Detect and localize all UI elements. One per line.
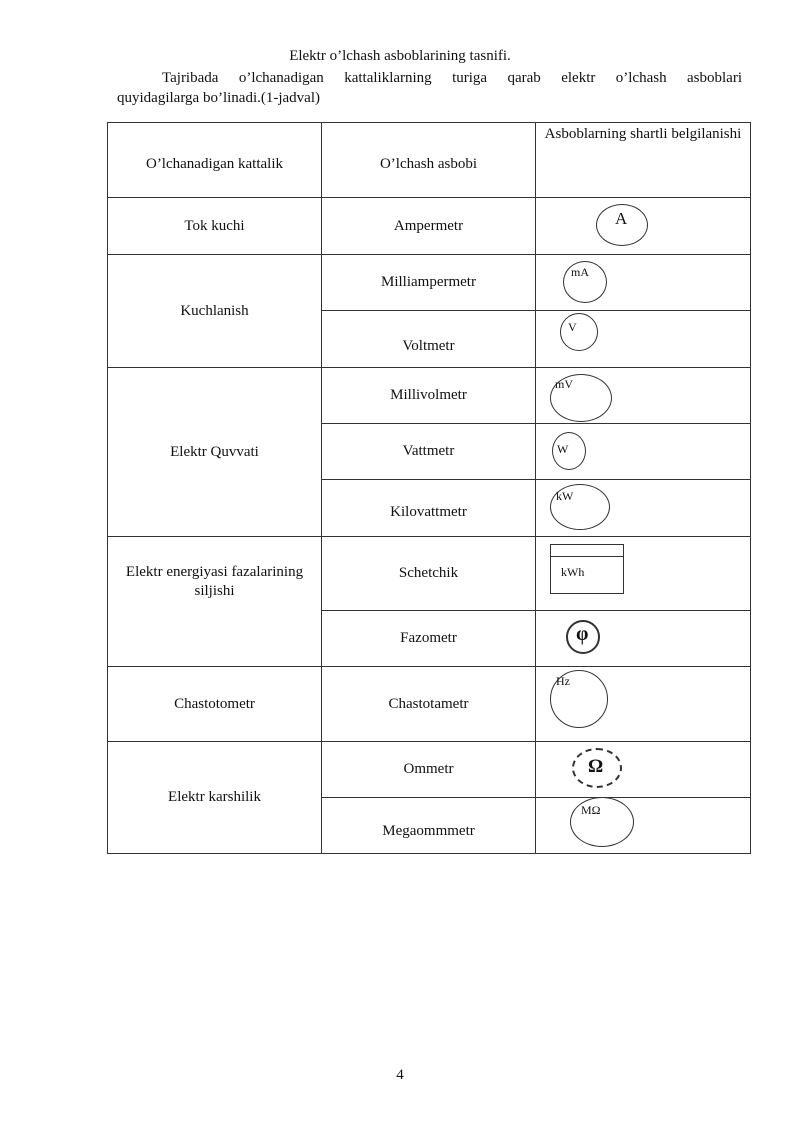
ohmmeter-symbol-icon <box>572 748 622 788</box>
quantity-cell: Elektr energiyasi fazalarining siljishi <box>108 537 322 667</box>
table-row <box>108 742 751 798</box>
quantity-cell: Kuchlanish <box>108 255 322 368</box>
instrument-cell: Schetchik <box>322 537 536 611</box>
instrument-cell: Ommetr <box>322 742 536 798</box>
millivoltmeter-symbol-icon <box>550 374 612 422</box>
symbol-cell <box>536 424 751 480</box>
table-row <box>108 537 751 611</box>
symbol-label: V <box>568 320 577 334</box>
intro-paragraph <box>117 68 742 108</box>
table-row <box>108 368 751 424</box>
intro-line-1: Tajribada o’lchanadigan kattaliklarning turiga qarab elektr o’lchash asboblari <box>162 70 742 86</box>
megohmmeter-symbol-icon <box>570 797 634 847</box>
symbol-cell <box>536 611 751 667</box>
table-row <box>108 198 751 255</box>
wattmeter-symbol-icon <box>552 432 586 470</box>
symbol-cell <box>536 198 751 255</box>
phase-meter-symbol-icon <box>566 620 600 654</box>
symbol-cell <box>536 311 751 368</box>
quantity-cell: Tok kuchi <box>108 198 322 255</box>
voltmeter-symbol-icon <box>560 313 598 351</box>
quantity-cell: Elektr karshilik <box>108 742 322 854</box>
table-row <box>108 667 751 742</box>
symbol-label: Hz <box>556 674 570 688</box>
instrument-cell: Fazometr <box>322 611 536 667</box>
intro-line-2: quyidagilarga bo’linadi.(1-jadval) <box>117 90 320 106</box>
page-title: Elektr o’lchash asboblarining tasnifi. <box>289 48 511 64</box>
symbol-cell <box>536 480 751 537</box>
header-instrument: O’lchash asbobi <box>322 123 536 198</box>
table-row <box>108 255 751 311</box>
instrument-cell: Voltmetr <box>322 311 536 368</box>
quantity-cell: Chastotometr <box>108 667 322 742</box>
instrument-cell: Chastotametr <box>322 667 536 742</box>
header-symbol: Asboblarning shartli belgilanishi <box>536 123 751 198</box>
ammeter-symbol-icon <box>596 204 648 246</box>
page-number: 4 <box>396 1067 404 1083</box>
symbol-label: mV <box>555 377 573 391</box>
symbol-label: A <box>615 209 628 228</box>
symbol-cell <box>536 368 751 424</box>
symbol-cell <box>536 537 751 611</box>
milliammeter-symbol-icon <box>563 261 607 303</box>
kilowattmeter-symbol-icon <box>550 484 610 530</box>
instrument-cell: Ampermetr <box>322 198 536 255</box>
header-quantity: O’lchanadigan kattalik <box>108 123 322 198</box>
instrument-cell: Megaommmetr <box>322 798 536 854</box>
quantity-cell: Elektr Quvvati <box>108 368 322 537</box>
symbol-cell <box>536 255 751 311</box>
instrument-cell: Millivolmetr <box>322 368 536 424</box>
instrument-cell: Milliampermetr <box>322 255 536 311</box>
table-header-row <box>108 123 751 198</box>
energy-meter-symbol-icon <box>550 544 624 594</box>
symbol-label: MΩ <box>581 803 601 817</box>
symbol-cell <box>536 798 751 854</box>
instrument-cell: Kilovattmetr <box>322 480 536 537</box>
symbol-label: W <box>557 442 569 456</box>
symbol-cell <box>536 667 751 742</box>
instrument-cell: Vattmetr <box>322 424 536 480</box>
symbol-label: kW <box>556 489 574 503</box>
instruments-table <box>107 122 751 854</box>
symbol-label: mA <box>571 265 589 279</box>
symbol-label: kWh <box>561 565 585 579</box>
symbol-label: φ <box>576 623 589 645</box>
symbol-cell <box>536 742 751 798</box>
symbol-label: Ω <box>588 756 604 777</box>
frequency-meter-symbol-icon <box>550 670 608 728</box>
